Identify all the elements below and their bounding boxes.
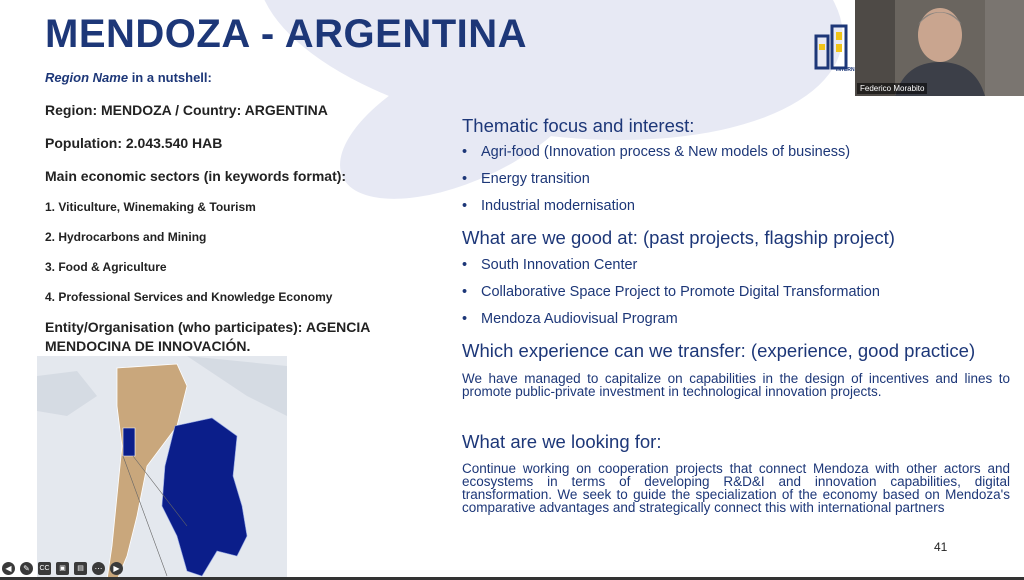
camera-icon[interactable]: ▣: [56, 562, 69, 575]
good-at-heading: What are we good at: (past projects, flagship project): [462, 227, 895, 248]
sectors-list: [45, 192, 332, 312]
thematic-list: [462, 139, 850, 220]
organization-logo: [812, 22, 858, 72]
sector-item: 1. Viticulture, Winemaking & Tourism: [45, 200, 256, 214]
more-icon[interactable]: ⋯: [92, 562, 105, 575]
chat-icon[interactable]: ▤: [74, 562, 87, 575]
participant-name: Federico Morabito: [857, 83, 927, 94]
thematic-item: • Agri-food (Innovation process & New models of business): [462, 139, 850, 166]
building-logo-icon: [812, 22, 858, 72]
forward-icon[interactable]: ▶: [110, 562, 123, 575]
looking-for-heading: What are we looking for:: [462, 431, 662, 452]
argentina-map: [37, 356, 287, 580]
pen-icon[interactable]: ✎: [20, 562, 33, 575]
sector-item: 3. Food & Agriculture: [45, 260, 167, 274]
good-at-item: • South Innovation Center: [462, 252, 880, 279]
population-line: Population: 2.043.540 HAB: [45, 135, 223, 151]
sector-item: 2. Hydrocarbons and Mining: [45, 230, 207, 244]
presentation-toolbar: [0, 562, 123, 578]
participant-avatar: [855, 0, 1024, 96]
page-number: 41: [934, 540, 948, 554]
thematic-item: • Energy transition: [462, 166, 850, 193]
participant-video[interactable]: [855, 0, 1024, 96]
good-at-item: • Mendoza Audiovisual Program: [462, 306, 880, 333]
logo-text: INTERN: [836, 67, 855, 73]
good-at-item: • Collaborative Space Project to Promote Digital Transformation: [462, 279, 880, 306]
transfer-heading: Which experience can we transfer: (experience, good practice): [462, 340, 976, 361]
sector-item: 4. Professional Services and Knowledge Economy: [45, 290, 333, 304]
sectors-heading: Main economic sectors (in keywords format):: [45, 168, 347, 184]
transfer-text: We have managed to capitalize on capabilities in the design of incentives and lines to promote public-private investment in technological innovation projects.: [462, 371, 1010, 399]
entity-line: Entity/Organisation (who participates): AGENCIA MENDOCINA DE INNOVACIÓN.: [45, 319, 370, 354]
thematic-item: • Industrial modernisation: [462, 193, 850, 220]
region-line: Region: MENDOZA / Country: ARGENTINA: [45, 102, 328, 118]
nutshell-rest: in a nutshell:: [128, 70, 212, 85]
nutshell-italic: Region Name: [45, 70, 129, 85]
looking-for-text: Continue working on cooperation projects that connect Mendoza with other actors and ecosystems in terms of developing R&D&I and innovation capabilities, digital transformation. We seek to guide the specialization of the economy based on Mendoza's comparative advantages and strategically connect this with international partners: [462, 461, 1010, 515]
map-image: [37, 356, 287, 580]
good-at-list: [462, 252, 880, 333]
back-icon[interactable]: ◀: [2, 562, 15, 575]
slide-title: MENDOZA - ARGENTINA: [45, 12, 528, 56]
thematic-heading: Thematic focus and interest:: [462, 115, 695, 136]
nutshell-label: [45, 70, 212, 85]
cc-icon[interactable]: CC: [38, 562, 51, 575]
